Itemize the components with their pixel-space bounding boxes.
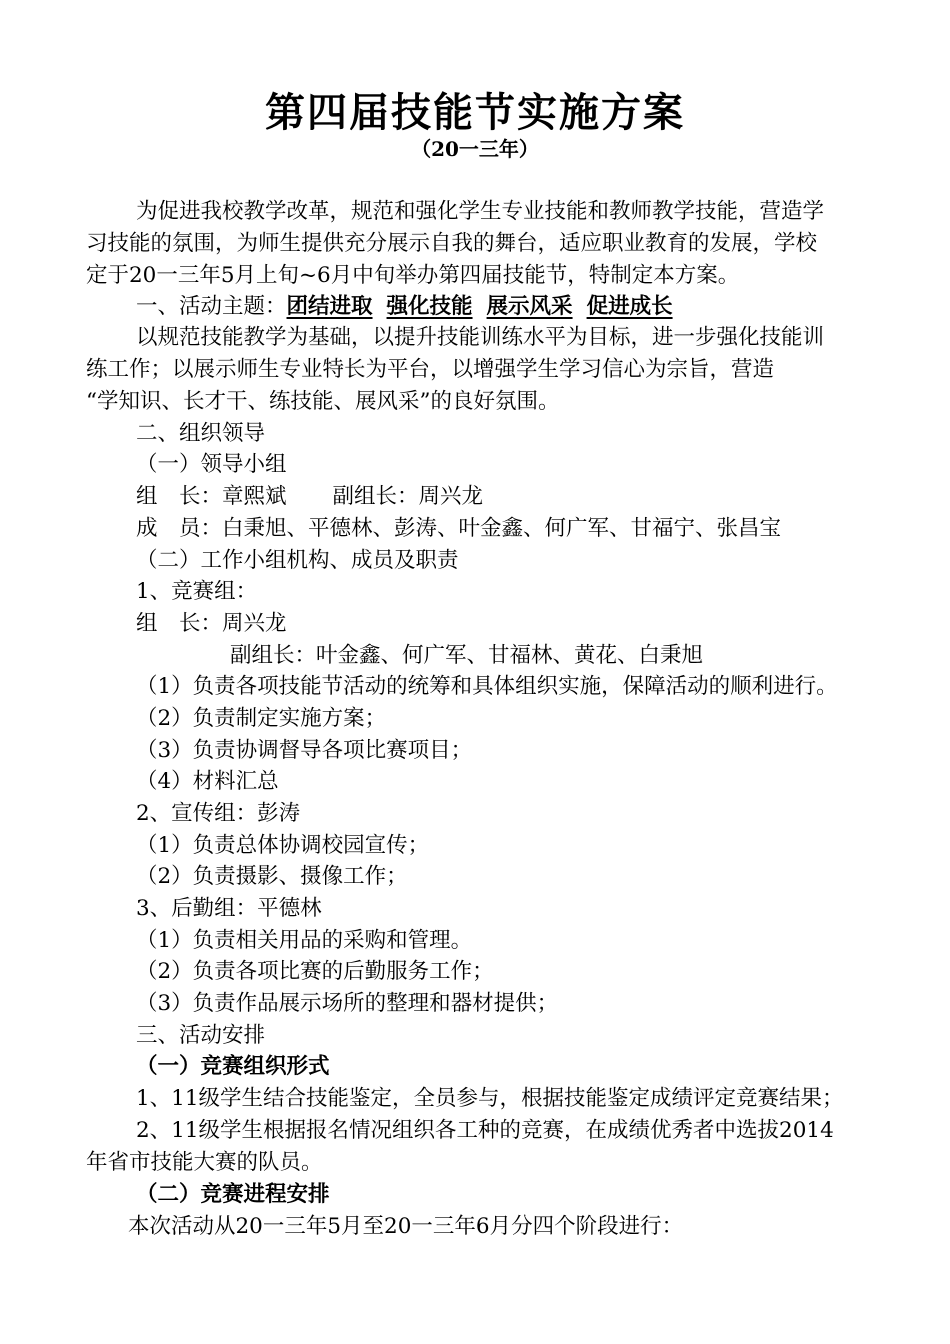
format-heading: （一）竞赛组织形式 — [136, 1054, 330, 1079]
document-title: 第四届技能节实施方案 — [265, 89, 685, 136]
intro-line-3: 定于20一三年5月上旬~6月中旬举办第四届技能节，特制定本方案。 — [86, 263, 740, 288]
competition-leader-line — [136, 609, 287, 639]
members-names: 白秉旭、平德林、彭涛、叶金鑫、何广军、甘福宁、张昌宝 — [222, 516, 782, 541]
competition-leader-name: 周兴龙 — [222, 611, 287, 636]
theme-desc-line-2: 练工作；以展示师生专业特长为平台，以增强学生学习信心为宗旨，营造 — [86, 357, 775, 382]
theme-desc-line-1: 以规范技能教学为基础，以提升技能训练水平为目标，进一步强化技能训 — [136, 325, 825, 350]
competition-deputy-line — [230, 641, 703, 671]
competition-duty-2: （2）负责制定实施方案； — [136, 706, 387, 731]
theme-item-4: 促进成长 — [586, 294, 673, 319]
competition-duty-1: （1）负责各项技能节活动的统筹和具体组织实施，保障活动的顺利进行。 — [136, 674, 838, 699]
logistics-duty-1: （1）负责相关用品的采购和管理。 — [136, 928, 473, 953]
theme-heading: 一、活动主题： — [136, 294, 287, 319]
leader-group-heading: （一）领导小组 — [136, 452, 287, 477]
members-line — [136, 514, 781, 544]
document-subtitle: （20一三年） — [411, 137, 539, 161]
competition-leader-label: 组 长： — [136, 611, 223, 636]
work-group-heading: （二）工作小组机构、成员及职责 — [136, 548, 459, 573]
intro-line-2: 习技能的氛围，为师生提供充分展示自我的舞台，适应职业教育的发展，学校 — [86, 231, 818, 256]
intro-line-1: 为促进我校教学改革，规范和强化学生专业技能和教师教学技能，营造学 — [136, 199, 825, 224]
deputy-name: 周兴龙 — [418, 484, 484, 509]
leader-label: 组 长： — [136, 484, 223, 509]
format-item-2: 2、11级学生根据报名情况组织各工种的竞赛，在成绩优秀者中选拔2014 — [136, 1118, 834, 1143]
schedule-text: 本次活动从20一三年5月至20一三年6月分四个阶段进行： — [128, 1214, 684, 1239]
theme-item-3: 展示风采 — [486, 294, 573, 319]
org-heading: 二、组织领导 — [136, 421, 266, 446]
publicity-duty-2: （2）负责摄影、摄像工作； — [136, 864, 408, 889]
competition-group-heading: 1、竞赛组： — [136, 579, 258, 604]
publicity-group-heading: 2、宣传组：彭涛 — [136, 801, 301, 826]
competition-deputy-names: 叶金鑫、何广军、甘福林、黄花、白秉旭 — [316, 643, 704, 668]
publicity-duty-1: （1）负责总体协调校园宣传； — [136, 833, 430, 858]
members-label: 成 员： — [136, 516, 223, 541]
theme-desc-line-3: “学知识、长才干、练技能、展风采”的良好氛围。 — [86, 389, 560, 414]
format-item-1: 1、11级学生结合技能鉴定，全员参与，根据技能鉴定成绩评定竞赛结果； — [136, 1086, 844, 1111]
arrangement-heading: 三、活动安排 — [136, 1023, 266, 1048]
competition-duty-4: （4）材料汇总 — [136, 769, 279, 794]
theme-item-2: 强化技能 — [386, 294, 473, 319]
theme-item-1: 团结进取 — [286, 294, 373, 319]
logistics-duty-2: （2）负责各项比赛的后勤服务工作； — [136, 959, 494, 984]
leader-name: 章熙斌 — [222, 484, 287, 509]
competition-duty-3: （3）负责协调督导各项比赛项目； — [136, 738, 473, 763]
logistics-group-heading: 3、后勤组：平德林 — [136, 896, 322, 921]
logistics-duty-3: （3）负责作品展示场所的整理和器材提供； — [136, 991, 559, 1016]
competition-deputy-label: 副组长： — [230, 643, 317, 668]
theme-line — [136, 292, 673, 322]
format-item-3: 年省市技能大赛的队员。 — [86, 1150, 323, 1175]
schedule-heading: （二）竞赛进程安排 — [136, 1182, 330, 1207]
deputy-label: 副组长： — [332, 484, 419, 509]
leader-line — [136, 482, 483, 512]
